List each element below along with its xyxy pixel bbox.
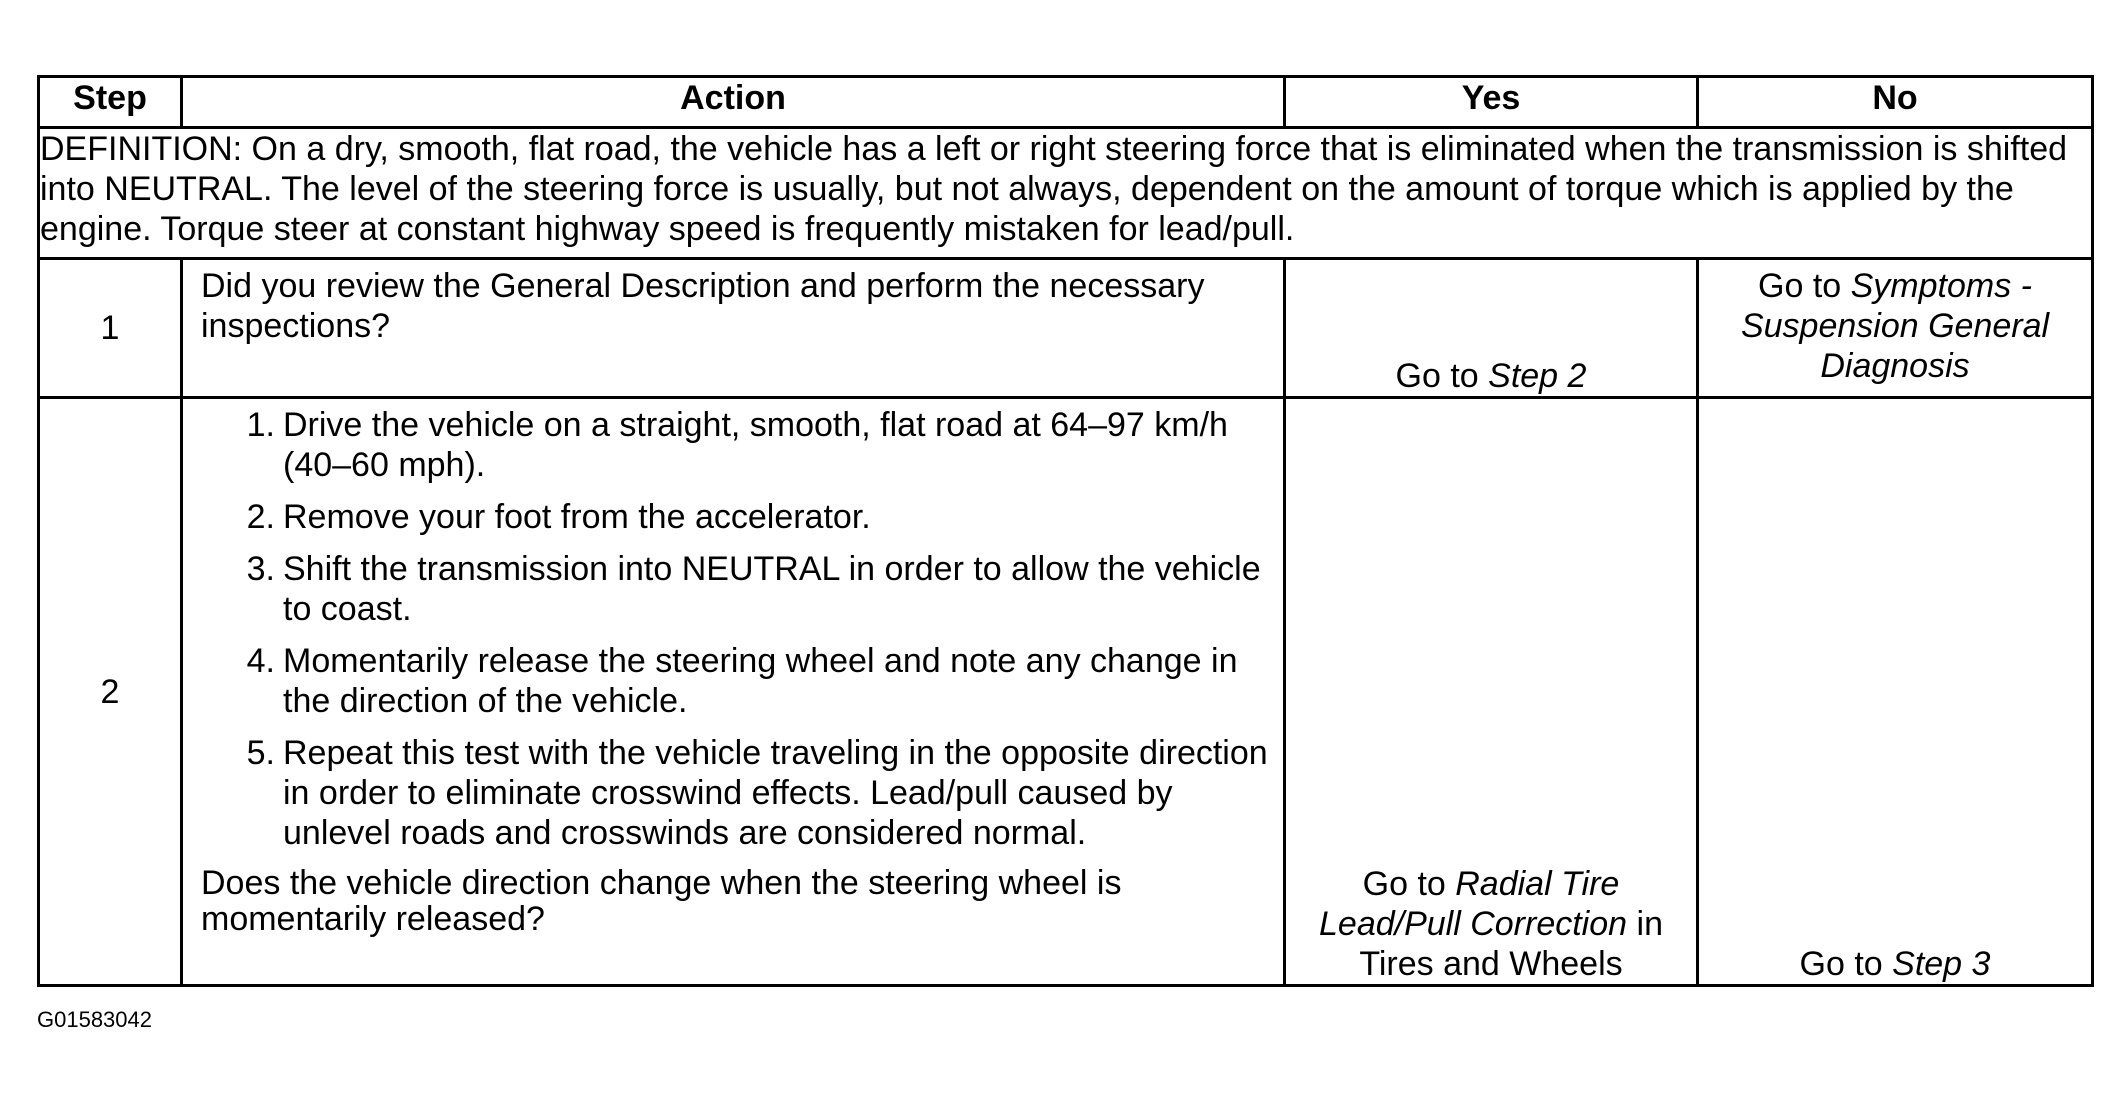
header-action: Action <box>182 77 1285 128</box>
step-number: 1 <box>39 259 182 398</box>
yes-link-step-2[interactable]: Step 2 <box>1488 357 1587 395</box>
no-prefix: Go to <box>1758 267 1851 305</box>
no-link-step-3[interactable]: Step 3 <box>1892 945 1991 983</box>
yes-link-radial-tire[interactable]: Radial Tire Lead/Pull Correction <box>1319 865 1628 943</box>
list-item: 1. Drive the vehicle on a straight, smooth, flat road at 64–97 km/h (40–60 mph). <box>246 406 1228 484</box>
no-prefix: Go to <box>1799 945 1893 983</box>
header-no: No <box>1698 77 2093 128</box>
list-item: 4. Momentarily release the steering wheel and note any change in the direction of the vehicle. <box>246 642 1238 720</box>
question-text: Does the vehicle direction change when the steering wheel is momentarily released? <box>201 864 1122 938</box>
list-item: 2. Remove your foot from the accelerator. <box>246 498 871 536</box>
yes-cell <box>1285 259 1698 398</box>
procedure-list <box>201 405 1273 853</box>
header-step: Step <box>39 77 182 128</box>
action-cell <box>182 398 1285 986</box>
no-cell <box>1698 398 2093 986</box>
diagnostic-table <box>37 75 2094 987</box>
table-row <box>39 398 2093 986</box>
table-row <box>39 259 2093 398</box>
yes-suffix: in Tires and Wheels <box>1359 905 1663 983</box>
action-text: Did you review the General Description and perform the necessary inspections? <box>182 259 1285 398</box>
step-number: 2 <box>39 398 182 986</box>
header-yes: Yes <box>1285 77 1698 128</box>
no-cell <box>1698 259 2093 398</box>
list-item: 3. Shift the transmission into NEUTRAL in order to allow the vehicle to coast. <box>246 550 1261 628</box>
definition-row <box>39 128 2093 259</box>
list-item: 5. Repeat this test with the vehicle traveling in the opposite direction in order to eliminate crosswind effects. Lead/pull caused by unlevel roads and crosswinds are considered normal. <box>246 734 1268 852</box>
figure-id: G01583042 <box>37 1007 152 1032</box>
no-link-symptoms[interactable]: Symptoms - Suspension General Diagnosis <box>1740 267 2050 385</box>
header-row <box>39 77 2093 128</box>
yes-prefix: Go to <box>1395 357 1489 395</box>
yes-cell <box>1285 398 1698 986</box>
yes-prefix: Go to <box>1362 865 1456 903</box>
definition-text: DEFINITION: On a dry, smooth, flat road, the vehicle has a left or right steering force that is eliminated when the transmission is shifted into NEUTRAL. The level of the steering force is usually, but not always, dependent on the amount of torque which is applied by the engine. Torque steer at constant highway speed is frequently mistaken for lead/pull. <box>39 128 2093 259</box>
